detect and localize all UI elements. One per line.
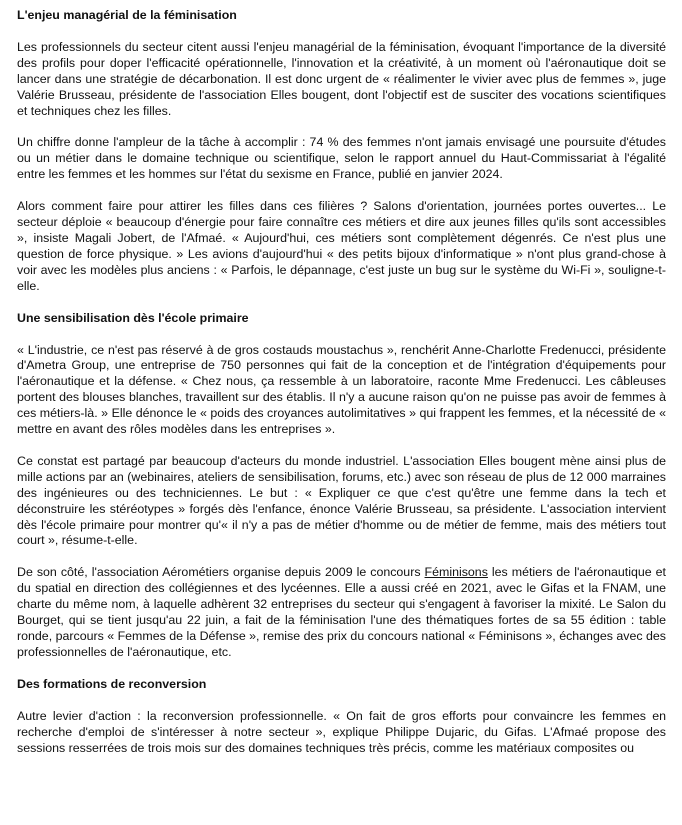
feminisons-link[interactable]: Féminisons xyxy=(424,565,488,580)
paragraph-with-link xyxy=(17,565,666,660)
paragraph-text: De son côté, l'association Aérométiers organise depuis 2009 le concours xyxy=(17,565,425,580)
section-heading-formations: Des formations de reconversion xyxy=(17,676,207,691)
section-heading-sensibilisation: Une sensibilisation dès l'école primaire xyxy=(17,310,249,325)
article xyxy=(17,8,666,756)
paragraph: « L'industrie, ce n'est pas réservé à de gros costauds moustachus », renchérit Anne-Charlotte Fredenucci, présidente d'Ametra Group, une entreprise de 750 personnes qui fait de la conception et de l'intégration d'équipements pour l'aéronautique et la défense. « Chez nous, ça ressemble à un laboratoire, raconte Mme Fredenucci. Les câbleuses portent des blouses blanches, travaillent sur des établis. Il n'y a aucune raison qu'on ne puisse pas avoir de femmes à ces métiers-là. » Elle dénonce le « poids des croyances autolimitatives » qui frappent les femmes, et la nécessité de « mettre en avant des rôles modèles dans les entreprises ». xyxy=(17,342,666,437)
paragraph-text: les métiers de l'aéronautique et du spatial en direction des collégiennes et des lycéennes. Elle a aussi créé en 2021, avec le Gifas et la FNAM, une charte du même nom, à laquelle adhèrent 32 entreprises du secteur qui s'engagent à favoriser la mixité. Le Salon du Bourget, qui se tient jusqu'au 22 juin, a fait de la féminisation l'une des thématiques fortes de sa 55 édition : table ronde, parcours « Femmes de la Défense », remise des prix du concours national « Féminisons », échanges avec des professionnelles de l'aéronautique, etc. xyxy=(17,565,666,659)
paragraph: Un chiffre donne l'ampleur de la tâche à accomplir : 74 % des femmes n'ont jamais envisagé une poursuite d'études ou un métier dans le domaine technique ou scientifique, selon le rapport annuel du Haut-Commissariat à l'égalité entre les femmes et les hommes sur l'état du sexisme en France, publié en janvier 2024. xyxy=(17,135,666,182)
paragraph: Ce constat est partagé par beaucoup d'acteurs du monde industriel. L'association Elles bougent mène ainsi plus de mille actions par an (webinaires, ateliers de sensibilisation, forums, etc.) avec son réseau de plus de 12 000 marraines des ingénieures ou des techniciennes. Le but : « Expliquer ce que c'est qu'être une femme dans la tech et déconstruire les stéréotypes » forgés dès l'enfance, énonce Valérie Brusseau, sa présidente. L'association intervient dès l'école primaire pour montrer qu'« il n'y a pas de métier d'homme ou de métier de femme, mais des métiers tout court », résume-t-elle. xyxy=(17,453,666,548)
paragraph: Alors comment faire pour attirer les filles dans ces filières ? Salons d'orientation, journées portes ouvertes... Le secteur déploie « beaucoup d'énergie pour faire connaître ces métiers et dire aux jeunes filles qu'ils sont accessibles », insiste Magali Jobert, de l'Afmaé. « Aujourd'hui, ces métiers sont complètement dégenrés. Ce n'est plus une question de force physique. » Les avions d'aujourd'hui « des petits bijoux d'informatique » n'ont plus grand-chose à voir avec les modèles plus anciens : « Parfois, le dépannage, c'est juste un bug sur le système du Wi-Fi », souligne-t-elle. xyxy=(17,199,666,293)
paragraph: Les professionnels du secteur citent aussi l'enjeu managérial de la féminisation, évoquant l'importance de la diversité des profils pour doper l'efficacité opérationnelle, l'innovation et la créativité, à un moment où l'aéronautique doit se lancer dans une stratégie de décarbonation. Il est donc urgent de « réalimenter le vivier avec plus de femmes », juge Valérie Brusseau, présidente de l'association Elles bougent, dont l'objectif est de susciter des vocations scientifiques et techniques chez les filles. xyxy=(17,39,666,118)
paragraph: Autre levier d'action : la reconversion professionnelle. « On fait de gros efforts pour convaincre les femmes en recherche d'emploi de s'intéresser à notre secteur », explique Philippe Dujaric, du Gifas. L'Afmaé propose des sessions resserrées de trois mois sur des domaines techniques très précis, comme les matériaux composites ou xyxy=(17,708,666,755)
section-heading-enjeu-managerial: L'enjeu managérial de la féminisation xyxy=(17,8,237,22)
